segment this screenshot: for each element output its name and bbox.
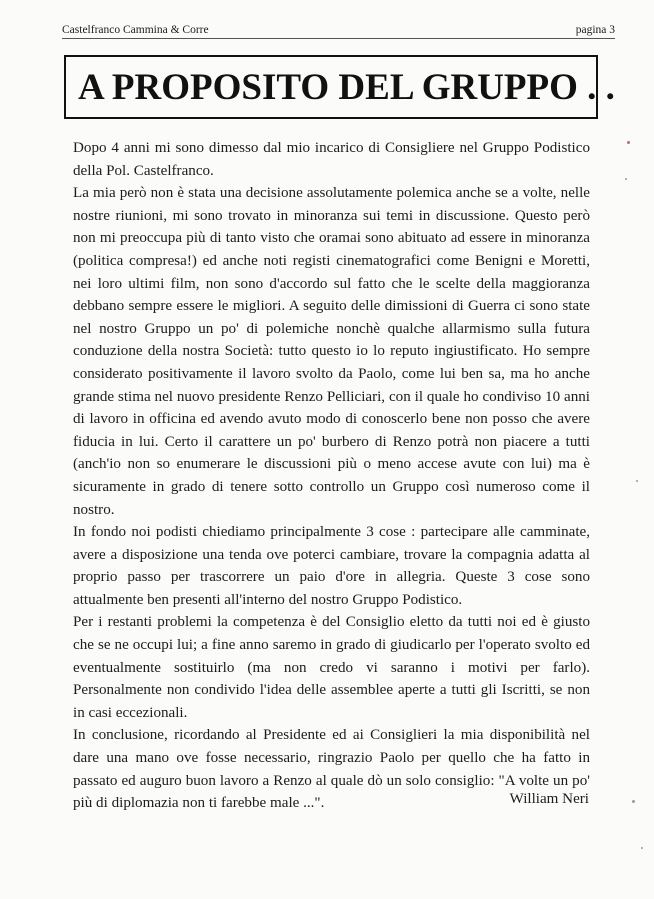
article-paragraph: Dopo 4 anni mi sono dimesso dal mio incarico di Consigliere nel Gruppo Podistico della Pol. Castelfranco.	[73, 140, 590, 179]
scan-speck	[641, 847, 643, 849]
scan-speck	[627, 141, 630, 144]
article-paragraph: La mia però non è stata una decisione assolutamente polemica anche se a volte, nelle nostre riunioni, mi sono trovato in minoranza sui temi in discussione. Questo però non mi preoccupa più di tanto visto che oramai sono abituato ad essere in minoranza (politica compresa!) ed anche noti registi cinematografici come Benigni e Moretti, nei loro ultimi film, non sono d'accordo sul fatto che le scelte della maggioranza debbano sempre essere le migliori. A seguito delle dimissioni di Guerra ci sono state nel nostro Gruppo un po' di polemiche nonchè qualche allarmismo sulla futura conduzione della nostra Società: tutto questo io lo reputo ingiustificato. Ho sempre considerato positivamente il lavoro svolto da Paolo, come lui ben sa, ma ho anche grande stima nel nuovo presidente Renzo Pelliciari, con il quale ho condiviso 10 anni di lavoro in officina ed avendo avuto modo di conoscerlo bene non posso che avere fiducia in lui. Certo il carattere un po' burbero di Renzo potrà non piacere a tutti (anch'io non so enumerare le discussioni più o meno accese avute con lui) ma è sicuramente in grado di tenere sotto controllo un Gruppo così numeroso come il nostro.	[73, 185, 590, 518]
scan-speck	[625, 178, 627, 180]
article-body	[73, 137, 590, 815]
article-paragraph: In fondo noi podisti chiediamo principalmente 3 cose : partecipare alle camminate, avere a disposizione una tenda ove poterci cambiare, trovare la compagnia adatta al proprio passo per trascorrere un paio d'ore in allegria. Queste 3 cose sono attualmente ben presenti all'interno del nostro Gruppo Podistico.	[73, 524, 590, 608]
title-box	[64, 55, 615, 119]
page-header	[62, 22, 615, 39]
scan-speck	[632, 800, 635, 803]
article-paragraph: Per i restanti problemi la competenza è del Consiglio eletto da tutti noi ed è giusto che se ne occupi lui; a fine anno saremo in grado di giudicarlo per l'operato svolto ed eventualmente sostituirlo (ma non credo vi saranno i motivi per farlo). Personalmente non condivido l'idea delle assemblee aperte a tutti gli Iscritti, se non in casi eccezionali.	[73, 614, 590, 721]
scan-speck	[636, 480, 638, 482]
page-number: pagina 3	[575, 24, 615, 36]
article-paragraph: In conclusione, ricordando al Presidente ed ai Consiglieri la mia disponibilità nel dare una mano ove fosse necessario, ringrazio Paolo per quello che ha fatto in passato ed auguro buon lavoro a Renzo al quale dò un solo consiglio: "A volte un po' più di diplomazia non ti farebbe male ...".	[73, 727, 590, 812]
article-title: A PROPOSITO DEL GRUPPO . .	[78, 67, 615, 108]
author-signature: William Neri	[509, 791, 589, 807]
publication-name: Castelfranco Cammina & Corre	[62, 24, 209, 36]
